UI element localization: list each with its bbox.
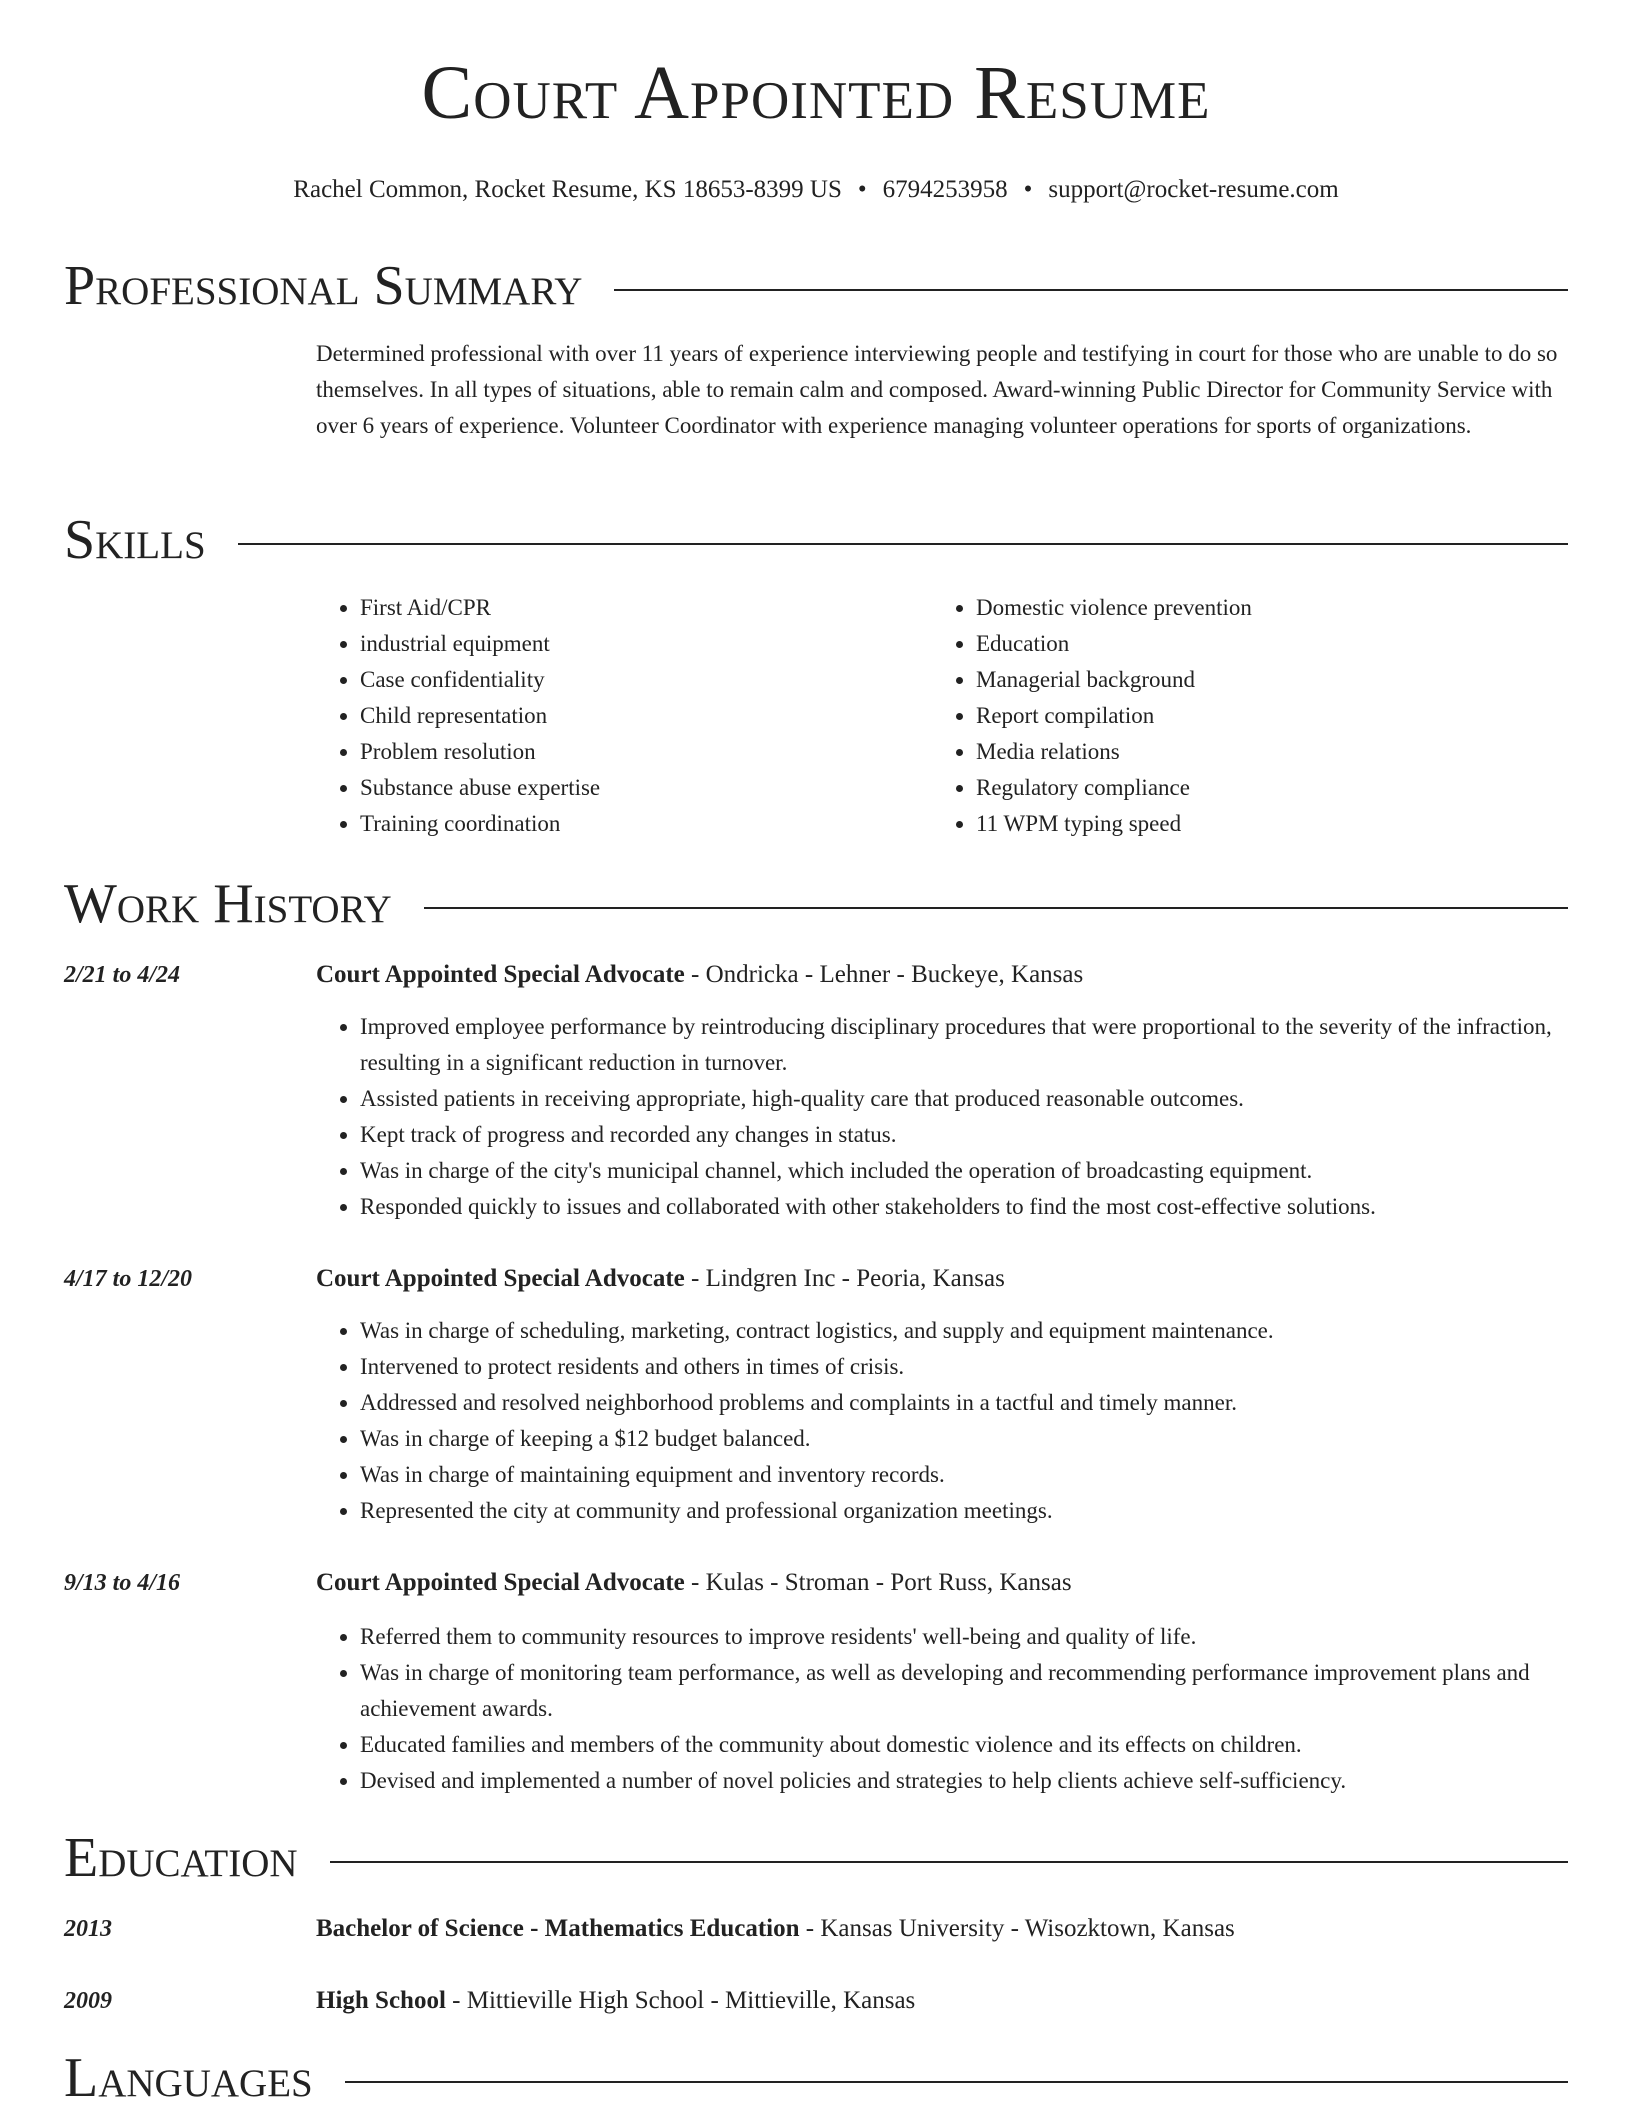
resume-name: Court Appointed Resume	[421, 51, 1211, 135]
job-bullet: • Was in charge of maintaining equipment and inventory records.	[360, 1457, 1576, 1493]
job-dates: 9/13 to 4/16	[64, 1570, 181, 1596]
education-title: Education	[64, 1827, 298, 1889]
skill-item: • 11 WPM typing speed	[976, 806, 1572, 842]
contact-separator: •	[1023, 176, 1033, 203]
education-degree: Bachelor of Science - Mathematics Education	[316, 1915, 800, 1942]
contact-email: support@rocket-resume.com	[1048, 176, 1339, 203]
work-title: Work History	[64, 873, 392, 935]
skill-item: • First Aid/CPR	[360, 590, 916, 626]
job-bullet: • Addressed and resolved neighborhood problems and complaints in a tactful and timely manner.	[360, 1385, 1576, 1421]
job-heading	[316, 1261, 1576, 1297]
education-school: - Kansas University - Wisozktown, Kansas	[805, 1915, 1235, 1942]
job-bullet: • Devised and implemented a number of novel policies and strategies to help clients achieve self-sufficiency.	[360, 1763, 1576, 1799]
job-dates: 2/21 to 4/24	[64, 962, 181, 988]
job-role: Court Appointed Special Advocate	[316, 1569, 685, 1596]
skill-item: • Regulatory compliance	[976, 770, 1572, 806]
section-divider	[330, 1861, 1568, 1863]
job-bullets	[316, 1313, 1576, 1529]
job-bullet: • Responded quickly to issues and collaborated with other stakeholders to find the most cost-effective solutions.	[360, 1189, 1576, 1225]
contact-line	[0, 174, 1632, 206]
skill-item: • Substance abuse expertise	[360, 770, 916, 806]
skill-item: • Child representation	[360, 698, 916, 734]
education-year: 2013	[64, 1916, 112, 1942]
skill-item: • Training coordination	[360, 806, 916, 842]
education-year: 2009	[64, 1988, 112, 2014]
section-divider	[238, 543, 1568, 545]
skill-item: • Problem resolution	[360, 734, 916, 770]
education-section-header	[64, 1827, 1568, 1889]
skill-item: • Managerial background	[976, 662, 1572, 698]
summary-text: Determined professional with over 11 years of experience interviewing people and testifying in court for those who are unable to do so themselves. In all types of situations, able to remain calm and composed. Award-winning Public Director for Community Service with over 6 years of experience. Volunteer Coordinator with experience managing volunteer operations for sports of organizations.	[316, 341, 1558, 438]
job-bullet: • Was in charge of the city's municipal channel, which included the operation of broadcasting equipment.	[360, 1153, 1576, 1189]
job-heading	[316, 957, 1576, 993]
summary-section-header	[64, 255, 1568, 317]
job-dates: 4/17 to 12/20	[64, 1266, 193, 1292]
skill-item: • industrial equipment	[360, 626, 916, 662]
summary-title: Professional Summary	[64, 255, 583, 317]
languages-title: Languages	[64, 2047, 313, 2109]
education-entry	[316, 1983, 1576, 2019]
skills-title: Skills	[64, 509, 206, 571]
section-divider	[345, 2081, 1568, 2083]
job-bullet: • Assisted patients in receiving appropriate, high-quality care that produced reasonable outcomes.	[360, 1081, 1576, 1117]
skill-item: • Media relations	[976, 734, 1572, 770]
languages-section-header	[64, 2047, 1568, 2109]
work-section-header	[64, 873, 1568, 935]
skill-item: • Education	[976, 626, 1572, 662]
skill-item: • Domestic violence prevention	[976, 590, 1572, 626]
education-degree: High School	[316, 1987, 446, 2014]
job-heading	[316, 1565, 1576, 1601]
job-company: - Kulas - Stroman - Port Russ, Kansas	[691, 1569, 1072, 1596]
skills-column-right	[932, 590, 1572, 842]
contact-address: Rachel Common, Rocket Resume, KS 18653-8399 US	[293, 176, 842, 203]
section-divider	[424, 907, 1568, 909]
job-bullet: • Referred them to community resources to improve residents' well-being and quality of life.	[360, 1619, 1576, 1655]
skills-column-left	[316, 590, 916, 842]
job-bullet: • Improved employee performance by reintroducing disciplinary procedures that were proportional to the severity of the infraction, resulting in a significant reduction in turnover.	[360, 1009, 1576, 1081]
education-school: - Mittieville High School - Mittieville, Kansas	[452, 1987, 916, 2014]
job-bullet: • Kept track of progress and recorded any changes in status.	[360, 1117, 1576, 1153]
job-company: - Ondricka - Lehner - Buckeye, Kansas	[691, 961, 1084, 988]
education-entry	[316, 1911, 1576, 1947]
contact-separator: •	[857, 176, 867, 203]
skill-item: • Report compilation	[976, 698, 1572, 734]
job-bullets	[316, 1619, 1576, 1799]
job-role: Court Appointed Special Advocate	[316, 1265, 685, 1292]
job-bullet: • Was in charge of scheduling, marketing, contract logistics, and supply and equipment maintenance.	[360, 1313, 1576, 1349]
job-bullet: • Was in charge of keeping a $12 budget balanced.	[360, 1421, 1576, 1457]
job-bullet: • Educated families and members of the community about domestic violence and its effects on children.	[360, 1727, 1576, 1763]
job-role: Court Appointed Special Advocate	[316, 961, 685, 988]
job-bullet: • Represented the city at community and professional organization meetings.	[360, 1493, 1576, 1529]
job-bullet: • Intervened to protect residents and others in times of crisis.	[360, 1349, 1576, 1385]
contact-phone: 6794253958	[882, 176, 1008, 203]
skills-section-header	[64, 509, 1568, 571]
skill-item: • Case confidentiality	[360, 662, 916, 698]
job-company: - Lindgren Inc - Peoria, Kansas	[691, 1265, 1005, 1292]
section-divider	[614, 289, 1568, 291]
job-bullet: • Was in charge of monitoring team performance, as well as developing and recommending performance improvement plans and achievement awards.	[360, 1655, 1576, 1727]
job-bullets	[316, 1009, 1576, 1225]
